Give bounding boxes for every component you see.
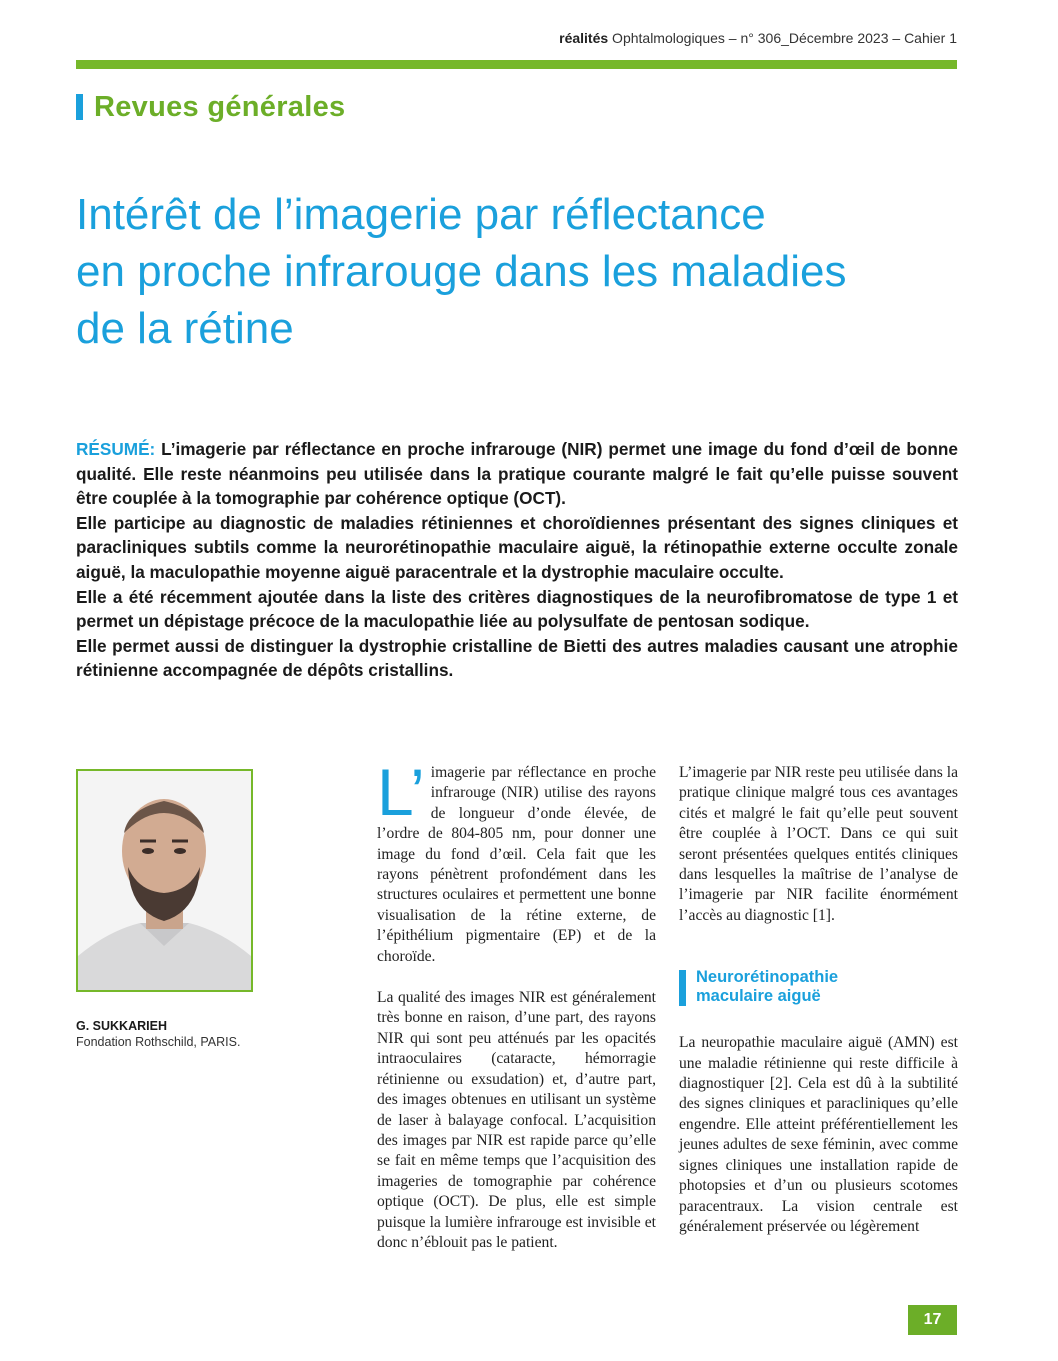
body-paragraph: La neuropathie maculaire aiguë (AMN) est une maladie rétinienne qui reste difficile à diagnostiquer [2]. Cela est dû à la subtilité des signes cliniques et paracliniques qu’elle engendre. Elle atteint préférentiellement les jeunes adultes de sexe féminin, avec comme signes cliniques une installation rapide de photopsies et d’un ou plusieurs scotomes paracentraux. La vision centrale est généralement préservée ou légèrement	[679, 1034, 958, 1235]
article-title	[76, 186, 976, 357]
paragraph-gap	[679, 1006, 958, 1033]
author-name: G. SUKKARIEH	[76, 1019, 167, 1033]
subheading-marker	[679, 970, 686, 1006]
abstract	[76, 437, 958, 683]
author-photo	[76, 769, 253, 992]
abstract-paragraph	[76, 437, 958, 511]
author-affiliation: Fondation Rothschild, PARIS.	[76, 1035, 241, 1049]
page-number: 17	[908, 1305, 957, 1335]
body-paragraph	[377, 755, 656, 967]
paragraph-gap	[377, 967, 656, 988]
subheading	[679, 968, 958, 1006]
abstract-text: L’imagerie par réflectance en proche infrarouge (NIR) permet une image du fond d’œil de bonne qualité. Elle reste néanmoins peu utilisée dans la pratique courante malgré le fait qu’elle puisse souvent être couplée à la tomographie par cohérence optique (OCT).	[76, 439, 958, 509]
section-marker	[76, 94, 83, 120]
abstract-paragraph: Elle participe au diagnostic de maladies rétiniennes et choroïdiennes présentant des signes cliniques et paracliniques subtils comme la neurorétinopathie maculaire aiguë, la rétinopathie externe occulte zonale aiguë, la maculopathie moyenne aiguë paracentrale et la dystrophie maculaire occulte.	[76, 512, 958, 582]
paragraph-gap	[679, 926, 958, 968]
header-rule	[76, 60, 957, 69]
abstract-keyword: RÉSUMÉ:	[76, 439, 156, 459]
drop-cap: L’	[377, 755, 425, 829]
body-paragraph: La qualité des images NIR est généralement très bonne en raison, d’une part, des rayons NIR qui sont peu atténués par les opacités intraoculaires (cataracte, hémorragie rétinienne ou exsudation) et, d’autre part, des images obtenues en utilisant un système de laser à balayage confocal. L’acquisition des images par NIR est rapide parce qu’elle se fait en même temps que l’acquisition des imageries de tomographie par cohérence optique (OCT). De plus, elle est simple puisque la lumière infrarouge est invisible et donc n’éblouit pas le patient.	[377, 989, 656, 1251]
section-heading	[76, 89, 345, 125]
author-portrait-image	[78, 771, 251, 990]
section-label: Revues générales	[94, 90, 346, 123]
body-text: imagerie par réflectance en proche infrarouge (NIR) utilise des rayons de longueur d’onde élevée, de l’ordre de 804-805 nm, pour donner une image du fond d’œil. Cela fait que les rayons pénètrent profondément dans les structures oculaires et permettent une bonne visualisation de la rétine externe, de l’épithélium pigmentaire (EP) et de la choroïde.	[377, 764, 656, 965]
abstract-paragraph: Elle permet aussi de distinguer la dystrophie cristalline de Bietti des autres maladies causant une atrophie rétinienne accompagnée de dépôts cristallins.	[76, 635, 958, 681]
body-column-2	[679, 763, 958, 1237]
title-line: de la rétine	[76, 304, 294, 353]
subheading-text: Neurorétinopathie maculaire aiguë	[696, 968, 839, 1006]
body-column-1	[377, 755, 656, 1253]
title-line: Intérêt de l’imagerie par réflectance	[76, 190, 766, 239]
journal-brand: réalités	[559, 30, 609, 46]
abstract-paragraph: Elle a été récemment ajoutée dans la liste des critères diagnostiques de la neurofibromatose de type 1 et permet un dépistage précoce de la maculopathie liée au polysulfate de pentosan sodique.	[76, 586, 958, 632]
author-block	[76, 1018, 240, 1050]
journal-issue: Ophtalmologiques – n° 306_Décembre 2023 – Cahier 1	[608, 30, 957, 46]
title-line: en proche infrarouge dans les maladies	[76, 247, 847, 296]
running-header	[0, 30, 957, 46]
body-paragraph: L’imagerie par NIR reste peu utilisée dans la pratique clinique malgré tous ces avantages cités et malgré le fait qu’elle peut souvent être couplée à l’OCT. Dans ce qui suit seront présentées quelques entités cliniques dans lesquelles la maîtrise de l’analyse de l’imagerie par NIR facilite énormément l’accès au diagnostic [1].	[679, 764, 958, 924]
